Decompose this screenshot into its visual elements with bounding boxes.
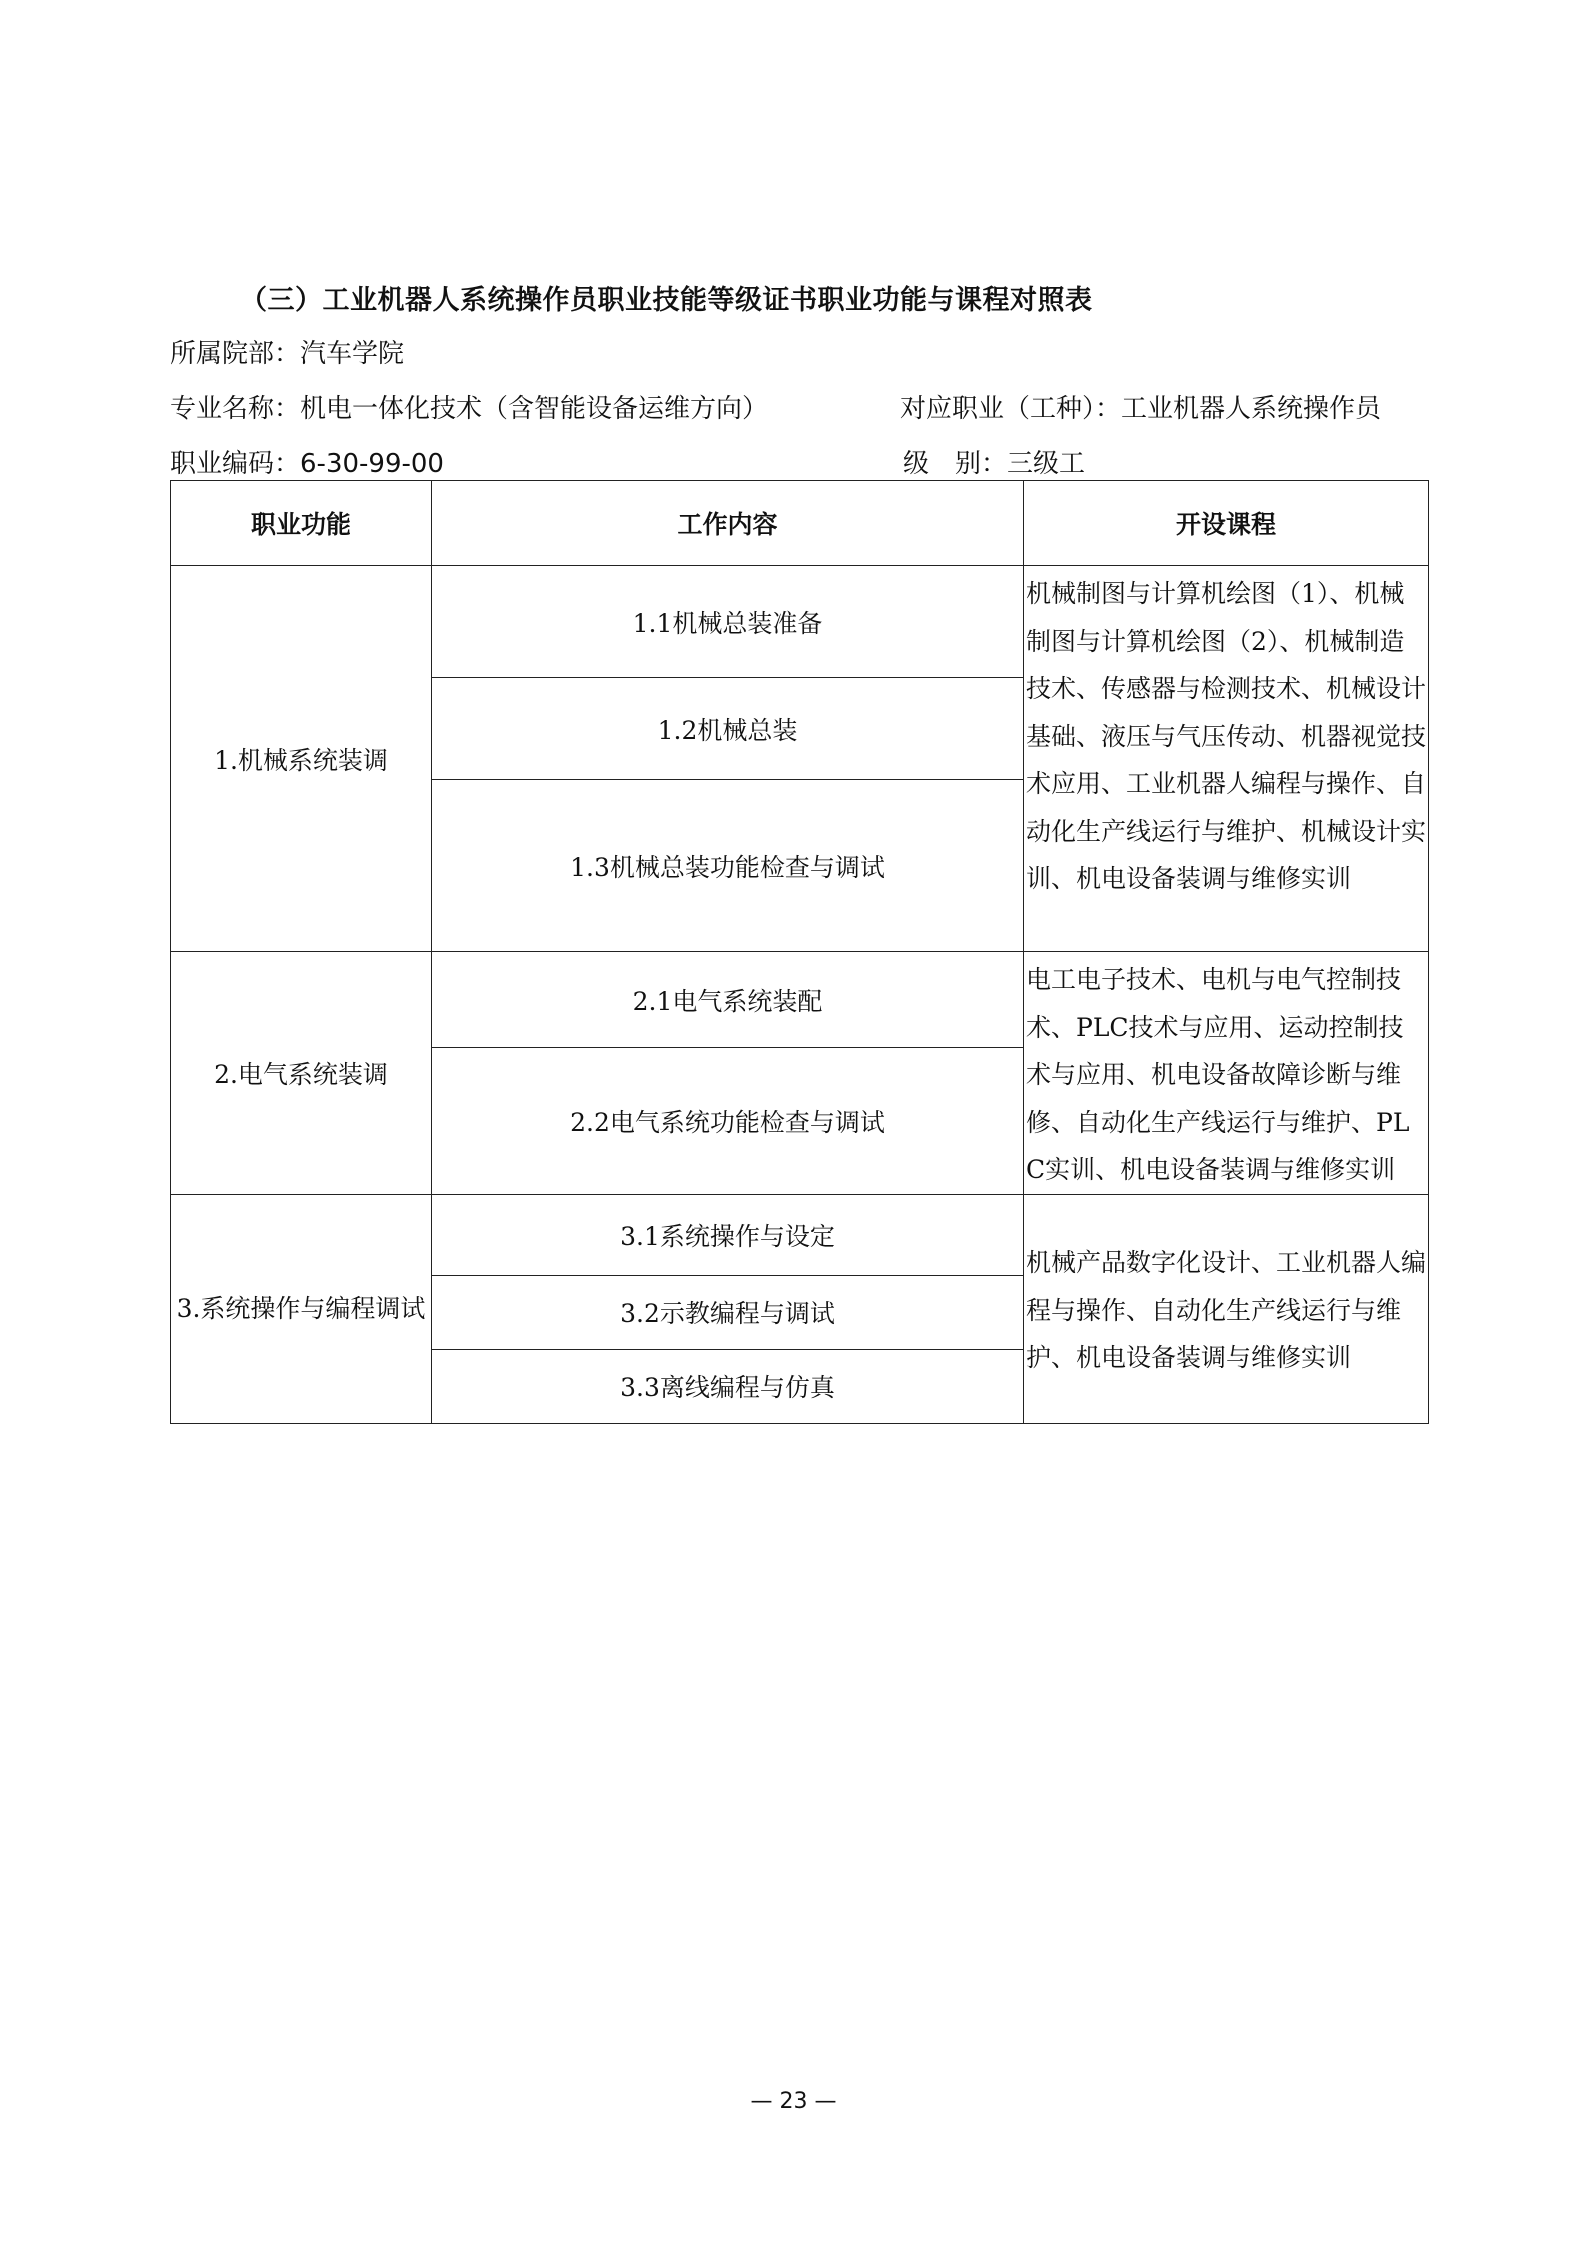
content-cell: 1.1机械总装准备: [432, 566, 1024, 678]
content-cell: 1.3机械总装功能检查与调试: [432, 780, 1024, 952]
function-cell: 3.系统操作与编程调试: [171, 1194, 432, 1423]
content-cell: 1.2机械总装: [432, 678, 1024, 780]
courses-cell: 机械产品数字化设计、工业机器人编程与操作、自动化生产线运行与维护、机电设备装调与维修实训: [1024, 1194, 1429, 1423]
function-course-table: [170, 480, 1429, 1424]
courses-cell: 电工电子技术、电机与电气控制技术、PLC技术与应用、运动控制技术与应用、机电设备故障诊断与维修、自动化生产线运行与维护、PLC实训、机电设备装调与维修实训: [1024, 952, 1429, 1195]
courses-cell: 机械制图与计算机绘图（1）、机械制图与计算机绘图（2）、机械制造技术、传感器与检测技术、机械设计基础、液压与气压传动、机器视觉技术应用、工业机器人编程与操作、自动化生产线运行与维护、机械设计实训、机电设备装调与维修实训: [1024, 566, 1429, 952]
level-line: 级 别：三级工: [903, 449, 1086, 479]
document-title: （三）工业机器人系统操作员职业技能等级证书职业功能与课程对照表: [240, 285, 1093, 316]
page-number: — 23 —: [750, 2089, 837, 2114]
occupation-line: 对应职业（工种）：工业机器人系统操作员: [900, 394, 1382, 424]
occupation-code-line: [170, 443, 444, 480]
college-line: 所属院部：汽车学院: [170, 339, 405, 369]
content-cell: 3.3离线编程与仿真: [432, 1349, 1024, 1423]
table-row: [171, 566, 1429, 678]
function-cell: 1.机械系统装调: [171, 566, 432, 952]
table-row: [171, 952, 1429, 1048]
occupation-code-label: 职业编码：: [170, 449, 301, 479]
major-line: 专业名称：机电一体化技术（含智能设备运维方向）: [170, 394, 769, 424]
content-cell: 3.1系统操作与设定: [432, 1194, 1024, 1275]
function-cell: 2.电气系统装调: [171, 952, 432, 1195]
occupation-code-value: 6-30-99-00: [300, 449, 444, 479]
table-header-row: [171, 481, 1429, 566]
header-content: 工作内容: [432, 481, 1024, 566]
table-row: [171, 1194, 1429, 1275]
content-cell: 2.1电气系统装配: [432, 952, 1024, 1048]
header-courses: 开设课程: [1024, 481, 1429, 566]
header-function: 职业功能: [171, 481, 432, 566]
content-cell: 2.2电气系统功能检查与调试: [432, 1048, 1024, 1194]
content-cell: 3.2示教编程与调试: [432, 1275, 1024, 1349]
